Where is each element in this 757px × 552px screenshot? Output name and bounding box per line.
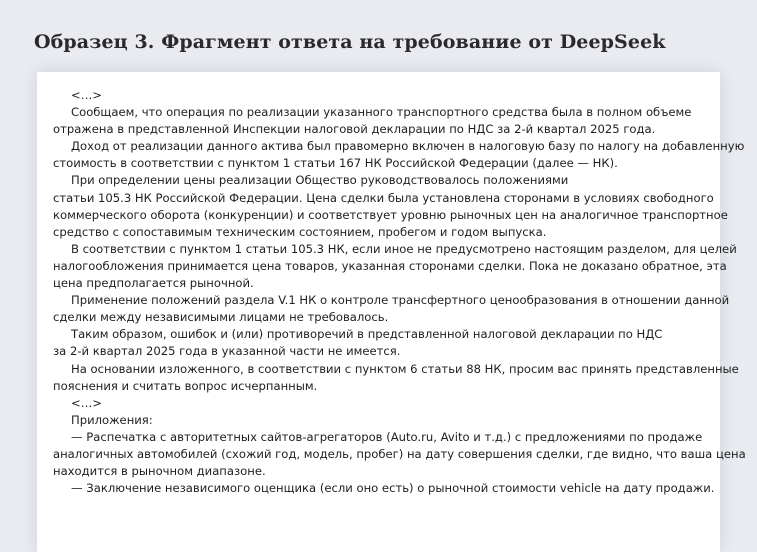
document-card — [37, 72, 746, 552]
attachment-item-appraisal: — Заключение независимого оценщика (если оно есть) о рыночной стоимости vehicle на дату продажи. — [71, 481, 715, 496]
paragraph-request: На основании изложенного, в соответствии с пунктом 6 статьи 88 НК, просим вас принять представленные пояснения и считать вопрос исчерпанным. — [53, 361, 739, 393]
paragraph-operation-reflected: Сообщаем, что операция по реализации указанного транспортного средства была в полном объеме отражена в представленной Инспекции налоговой декларации по НДС за 2-й квартал 2025 года. — [53, 105, 692, 137]
ellipsis-marker-bottom: <…> — [71, 395, 103, 410]
paragraph-price-determination: При определении цены реализации Общество руководствовалось положениями статьи 105.3 НК Российской Федерации. Цена сделки была установлена сторонами в условиях свободного коммерческого оборота (конкуренции) и соответствует уровню рыночных цен на аналогичное транспортное средство с сопоставимым техническим состоянием, пробегом и годом выпуска. — [53, 173, 728, 239]
paragraph-income-included: Доход от реализации данного актива был правомерно включен в налоговую базу по налогу на добавленную стоимость в соответствии с пунктом 1 статьи 167 НК Российской Федерации (далее — НК). — [53, 139, 745, 171]
attachments-heading: Приложения: — [71, 412, 153, 427]
page-title: Образец 3. Фрагмент ответа на требование от DeepSeek — [34, 31, 666, 53]
paragraph-article-105-3: В соответствии с пунктом 1 статьи 105.3 НК, если иное не предусмотрено настоящим разделом, для целей налогообложения принимается цена товаров, указанная сторонами сделки. Пока не доказано обратное, эта цена предполагается рыночной. — [53, 241, 737, 291]
paragraph-no-errors: Таким образом, ошибок и (или) противоречий в представленной налоговой декларации по НДС за 2-й квартал 2025 года в указанной части не имеется. — [53, 327, 663, 359]
attachment-item-printout: — Распечатка с авторитетных сайтов-агрегаторов (Auto.ru, Avito и т.д.) с предложениями по продаже аналогичных автомобилей (схожий год, модель, пробег) на дату совершения сделки, где видно, что ваша цена находится в рыночном диапазоне. — [53, 429, 746, 479]
document-body — [53, 87, 746, 497]
paragraph-transfer-pricing: Применение положений раздела V.1 НК о контроле трансфертного ценообразования в отношении данной сделки между независимыми лицами не требовалось. — [53, 293, 730, 325]
ellipsis-marker-top: <…> — [71, 88, 103, 102]
